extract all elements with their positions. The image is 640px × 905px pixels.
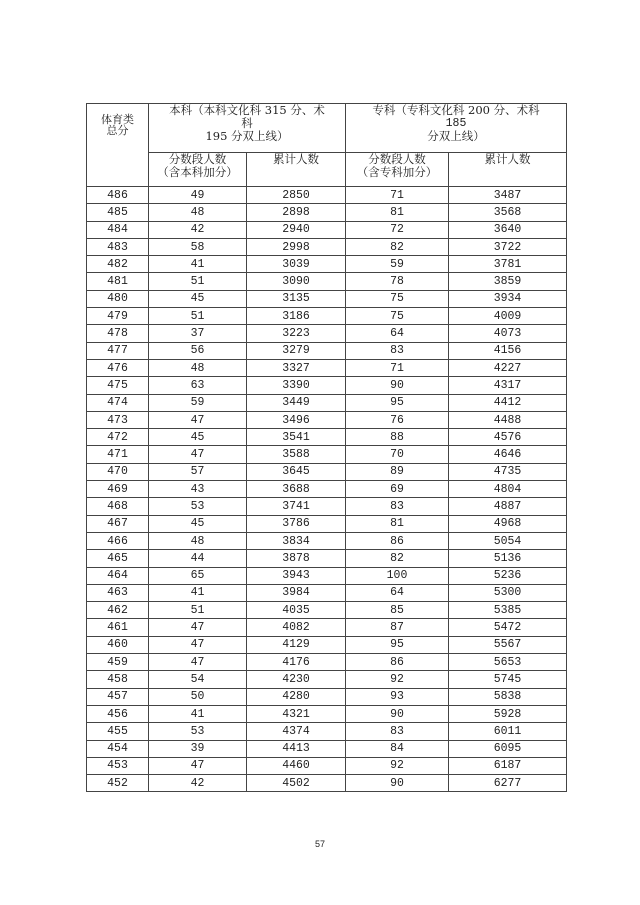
table-row bbox=[87, 515, 567, 532]
table-row bbox=[87, 187, 567, 204]
total-score-cell: 472 bbox=[87, 429, 149, 446]
zhuanke-cumulative-cell: 3568 bbox=[449, 204, 567, 221]
total-score-cell: 476 bbox=[87, 359, 149, 376]
total-score-cell: 454 bbox=[87, 740, 149, 757]
zhuanke-cumulative-cell: 5236 bbox=[449, 567, 567, 584]
zhuanke-segment-count-cell: 71 bbox=[346, 187, 449, 204]
zhuanke-segment-count-cell: 78 bbox=[346, 273, 449, 290]
zhuanke-cumulative-cell: 3722 bbox=[449, 238, 567, 255]
table-row bbox=[87, 204, 567, 221]
benke-segment-count-cell: 58 bbox=[149, 238, 247, 255]
zhuanke-cumulative-cell: 5054 bbox=[449, 532, 567, 549]
total-score-cell: 486 bbox=[87, 187, 149, 204]
zhuanke-segment-count-cell: 59 bbox=[346, 256, 449, 273]
zhuanke-cumulative-cell: 4968 bbox=[449, 515, 567, 532]
table-row bbox=[87, 705, 567, 722]
total-score-cell: 462 bbox=[87, 602, 149, 619]
total-score-cell: 468 bbox=[87, 498, 149, 515]
total-score-cell: 455 bbox=[87, 723, 149, 740]
benke-cumulative-cell: 2940 bbox=[247, 221, 346, 238]
zhuanke-segment-count-cell: 88 bbox=[346, 429, 449, 446]
benke-segment-count-cell: 54 bbox=[149, 671, 247, 688]
benke-cumulative-cell: 3390 bbox=[247, 377, 346, 394]
total-score-cell: 461 bbox=[87, 619, 149, 636]
benke-segment-count-cell: 42 bbox=[149, 775, 247, 792]
table-row bbox=[87, 429, 567, 446]
benke-segment-count-cell: 44 bbox=[149, 550, 247, 567]
zhuanke-segment-count-cell: 83 bbox=[346, 498, 449, 515]
benke-segment-count-cell: 45 bbox=[149, 429, 247, 446]
table-row bbox=[87, 567, 567, 584]
table-row bbox=[87, 757, 567, 774]
benke-segment-count-cell: 51 bbox=[149, 273, 247, 290]
benke-segment-header bbox=[149, 153, 247, 187]
benke-segment-count-cell: 48 bbox=[149, 359, 247, 376]
benke-segment-count-cell: 53 bbox=[149, 498, 247, 515]
zhuanke-segment-count-cell: 64 bbox=[346, 325, 449, 342]
zhuanke-segment-count-cell: 81 bbox=[346, 204, 449, 221]
total-score-cell: 479 bbox=[87, 308, 149, 325]
benke-cumulative-cell: 3741 bbox=[247, 498, 346, 515]
zhuanke-segment-count-cell: 72 bbox=[346, 221, 449, 238]
benke-cumulative-cell: 4460 bbox=[247, 757, 346, 774]
benke-cumulative-cell: 3786 bbox=[247, 515, 346, 532]
header-text: （含本科加分） bbox=[157, 165, 238, 179]
benke-segment-count-cell: 59 bbox=[149, 394, 247, 411]
zhuanke-segment-count-cell: 100 bbox=[346, 567, 449, 584]
zhuanke-segment-count-cell: 90 bbox=[346, 377, 449, 394]
zhuanke-segment-count-cell: 95 bbox=[346, 636, 449, 653]
total-score-cell: 474 bbox=[87, 394, 149, 411]
zhuanke-segment-count-cell: 70 bbox=[346, 446, 449, 463]
total-score-cell: 485 bbox=[87, 204, 149, 221]
zhuanke-cumulative-cell: 5385 bbox=[449, 602, 567, 619]
benke-cumulative-header: 累计人数 bbox=[247, 153, 346, 187]
zhuanke-segment-count-cell: 85 bbox=[346, 602, 449, 619]
total-score-cell: 483 bbox=[87, 238, 149, 255]
total-score-cell: 484 bbox=[87, 221, 149, 238]
benke-segment-count-cell: 45 bbox=[149, 515, 247, 532]
zhuanke-segment-count-cell: 64 bbox=[346, 584, 449, 601]
zhuanke-segment-count-cell: 82 bbox=[346, 238, 449, 255]
zhuanke-segment-count-cell: 71 bbox=[346, 359, 449, 376]
total-score-cell: 457 bbox=[87, 688, 149, 705]
header-text: 分双上线） bbox=[427, 129, 485, 143]
benke-segment-count-cell: 50 bbox=[149, 688, 247, 705]
zhuanke-cumulative-cell: 4488 bbox=[449, 411, 567, 428]
benke-cumulative-cell: 4129 bbox=[247, 636, 346, 653]
zhuanke-cumulative-cell: 6187 bbox=[449, 757, 567, 774]
total-score-cell: 466 bbox=[87, 532, 149, 549]
header-text: 分数段人数 bbox=[168, 152, 227, 166]
zhuanke-cumulative-cell: 5745 bbox=[449, 671, 567, 688]
header-text: 分数段人数 bbox=[368, 152, 426, 166]
zhuanke-segment-count-cell: 90 bbox=[346, 775, 449, 792]
total-score-cell: 470 bbox=[87, 463, 149, 480]
zhuanke-cumulative-cell: 4227 bbox=[449, 359, 567, 376]
benke-cumulative-cell: 4413 bbox=[247, 740, 346, 757]
benke-cumulative-cell: 3541 bbox=[247, 429, 346, 446]
benke-segment-count-cell: 63 bbox=[149, 377, 247, 394]
zhuanke-cumulative-cell: 4009 bbox=[449, 308, 567, 325]
zhuanke-cumulative-cell: 5928 bbox=[449, 705, 567, 722]
header-text: 专科（专科文化科 200 分、术科 bbox=[372, 103, 540, 117]
benke-segment-count-cell: 53 bbox=[149, 723, 247, 740]
benke-segment-count-cell: 57 bbox=[149, 463, 247, 480]
table-row bbox=[87, 342, 567, 359]
zhuanke-group-header bbox=[346, 104, 567, 153]
table-row bbox=[87, 308, 567, 325]
total-score-cell: 465 bbox=[87, 550, 149, 567]
benke-cumulative-cell: 3279 bbox=[247, 342, 346, 359]
zhuanke-cumulative-cell: 4735 bbox=[449, 463, 567, 480]
table-row bbox=[87, 325, 567, 342]
zhuanke-segment-count-cell: 86 bbox=[346, 532, 449, 549]
zhuanke-cumulative-cell: 6095 bbox=[449, 740, 567, 757]
table-row bbox=[87, 256, 567, 273]
zhuanke-segment-count-cell: 89 bbox=[346, 463, 449, 480]
zhuanke-segment-count-cell: 86 bbox=[346, 654, 449, 671]
table-row bbox=[87, 498, 567, 515]
total-score-cell: 460 bbox=[87, 636, 149, 653]
table-row bbox=[87, 273, 567, 290]
benke-cumulative-cell: 3645 bbox=[247, 463, 346, 480]
benke-segment-count-cell: 51 bbox=[149, 308, 247, 325]
total-score-cell: 456 bbox=[87, 705, 149, 722]
benke-segment-count-cell: 47 bbox=[149, 619, 247, 636]
table-row bbox=[87, 584, 567, 601]
table-row bbox=[87, 481, 567, 498]
zhuanke-cumulative-cell: 3640 bbox=[449, 221, 567, 238]
zhuanke-segment-count-cell: 87 bbox=[346, 619, 449, 636]
benke-cumulative-cell: 3449 bbox=[247, 394, 346, 411]
zhuanke-segment-count-cell: 75 bbox=[346, 290, 449, 307]
table-row bbox=[87, 446, 567, 463]
total-score-cell: 481 bbox=[87, 273, 149, 290]
benke-segment-count-cell: 56 bbox=[149, 342, 247, 359]
table-row bbox=[87, 463, 567, 480]
zhuanke-cumulative-cell: 4887 bbox=[449, 498, 567, 515]
benke-cumulative-cell: 3834 bbox=[247, 532, 346, 549]
header-row-2 bbox=[87, 153, 567, 187]
table-row bbox=[87, 740, 567, 757]
total-score-cell: 469 bbox=[87, 481, 149, 498]
table-row bbox=[87, 377, 567, 394]
zhuanke-segment-count-cell: 82 bbox=[346, 550, 449, 567]
zhuanke-cumulative-cell: 4576 bbox=[449, 429, 567, 446]
zhuanke-segment-count-cell: 92 bbox=[346, 757, 449, 774]
total-score-cell: 452 bbox=[87, 775, 149, 792]
benke-cumulative-cell: 2998 bbox=[247, 238, 346, 255]
benke-segment-count-cell: 47 bbox=[149, 411, 247, 428]
header-text: 体育类 bbox=[101, 113, 134, 126]
zhuanke-cumulative-cell: 3859 bbox=[449, 273, 567, 290]
zhuanke-cumulative-header: 累计人数 bbox=[449, 153, 567, 187]
zhuanke-segment-count-cell: 76 bbox=[346, 411, 449, 428]
total-score-cell: 467 bbox=[87, 515, 149, 532]
benke-cumulative-cell: 3327 bbox=[247, 359, 346, 376]
benke-cumulative-cell: 3090 bbox=[247, 273, 346, 290]
total-score-cell: 480 bbox=[87, 290, 149, 307]
zhuanke-cumulative-cell: 4317 bbox=[449, 377, 567, 394]
zhuanke-cumulative-cell: 5300 bbox=[449, 584, 567, 601]
header-row-1 bbox=[87, 104, 567, 153]
benke-cumulative-cell: 4502 bbox=[247, 775, 346, 792]
benke-cumulative-cell: 3135 bbox=[247, 290, 346, 307]
zhuanke-cumulative-cell: 5653 bbox=[449, 654, 567, 671]
benke-segment-count-cell: 45 bbox=[149, 290, 247, 307]
table-row bbox=[87, 636, 567, 653]
benke-segment-count-cell: 49 bbox=[149, 187, 247, 204]
header-text: 185 bbox=[445, 117, 467, 130]
table-row bbox=[87, 602, 567, 619]
header-text: 总分 bbox=[106, 124, 129, 137]
total-score-cell: 459 bbox=[87, 654, 149, 671]
benke-cumulative-cell: 4280 bbox=[247, 688, 346, 705]
total-score-cell: 482 bbox=[87, 256, 149, 273]
header-text: 本科（本科文化科 315 分、术 bbox=[169, 103, 325, 117]
table-row bbox=[87, 723, 567, 740]
benke-cumulative-cell: 3186 bbox=[247, 308, 346, 325]
zhuanke-cumulative-cell: 4804 bbox=[449, 481, 567, 498]
benke-cumulative-cell: 3878 bbox=[247, 550, 346, 567]
zhuanke-segment-header bbox=[346, 153, 449, 187]
benke-cumulative-cell: 4321 bbox=[247, 705, 346, 722]
zhuanke-cumulative-cell: 4646 bbox=[449, 446, 567, 463]
zhuanke-cumulative-cell: 3934 bbox=[449, 290, 567, 307]
zhuanke-cumulative-cell: 5838 bbox=[449, 688, 567, 705]
benke-segment-count-cell: 47 bbox=[149, 636, 247, 653]
zhuanke-segment-count-cell: 95 bbox=[346, 394, 449, 411]
zhuanke-segment-count-cell: 83 bbox=[346, 342, 449, 359]
zhuanke-segment-count-cell: 81 bbox=[346, 515, 449, 532]
benke-cumulative-cell: 3223 bbox=[247, 325, 346, 342]
benke-cumulative-cell: 4176 bbox=[247, 654, 346, 671]
total-score-cell: 478 bbox=[87, 325, 149, 342]
page-number: 57 bbox=[314, 839, 325, 849]
zhuanke-cumulative-cell: 5136 bbox=[449, 550, 567, 567]
benke-cumulative-cell: 3943 bbox=[247, 567, 346, 584]
benke-segment-count-cell: 47 bbox=[149, 446, 247, 463]
total-score-cell: 453 bbox=[87, 757, 149, 774]
table-row bbox=[87, 654, 567, 671]
benke-cumulative-cell: 4082 bbox=[247, 619, 346, 636]
zhuanke-cumulative-cell: 6011 bbox=[449, 723, 567, 740]
zhuanke-segment-count-cell: 75 bbox=[346, 308, 449, 325]
table-row bbox=[87, 775, 567, 792]
benke-segment-count-cell: 43 bbox=[149, 481, 247, 498]
benke-segment-count-cell: 42 bbox=[149, 221, 247, 238]
zhuanke-segment-count-cell: 92 bbox=[346, 671, 449, 688]
table-row bbox=[87, 394, 567, 411]
zhuanke-cumulative-cell: 6277 bbox=[449, 775, 567, 792]
total-score-cell: 458 bbox=[87, 671, 149, 688]
header-text: 科 bbox=[241, 116, 253, 130]
zhuanke-segment-count-cell: 90 bbox=[346, 705, 449, 722]
table-row bbox=[87, 619, 567, 636]
table-row bbox=[87, 550, 567, 567]
zhuanke-segment-count-cell: 83 bbox=[346, 723, 449, 740]
total-score-cell: 464 bbox=[87, 567, 149, 584]
score-distribution-table bbox=[86, 103, 567, 792]
benke-cumulative-cell: 4374 bbox=[247, 723, 346, 740]
benke-segment-count-cell: 65 bbox=[149, 567, 247, 584]
total-score-cell: 473 bbox=[87, 411, 149, 428]
benke-cumulative-cell: 3588 bbox=[247, 446, 346, 463]
table-row bbox=[87, 221, 567, 238]
table-row bbox=[87, 411, 567, 428]
benke-segment-count-cell: 41 bbox=[149, 256, 247, 273]
table-row bbox=[87, 238, 567, 255]
table-row bbox=[87, 359, 567, 376]
zhuanke-cumulative-cell: 3781 bbox=[449, 256, 567, 273]
total-score-cell: 477 bbox=[87, 342, 149, 359]
zhuanke-cumulative-cell: 4412 bbox=[449, 394, 567, 411]
benke-cumulative-cell: 3984 bbox=[247, 584, 346, 601]
benke-cumulative-cell: 3688 bbox=[247, 481, 346, 498]
benke-segment-count-cell: 47 bbox=[149, 654, 247, 671]
zhuanke-cumulative-cell: 5567 bbox=[449, 636, 567, 653]
zhuanke-segment-count-cell: 84 bbox=[346, 740, 449, 757]
benke-cumulative-cell: 2898 bbox=[247, 204, 346, 221]
zhuanke-segment-count-cell: 69 bbox=[346, 481, 449, 498]
zhuanke-cumulative-cell: 3487 bbox=[449, 187, 567, 204]
benke-segment-count-cell: 39 bbox=[149, 740, 247, 757]
zhuanke-segment-count-cell: 93 bbox=[346, 688, 449, 705]
benke-segment-count-cell: 41 bbox=[149, 705, 247, 722]
benke-cumulative-cell: 4230 bbox=[247, 671, 346, 688]
total-score-header bbox=[87, 104, 149, 187]
total-score-cell: 475 bbox=[87, 377, 149, 394]
zhuanke-cumulative-cell: 5472 bbox=[449, 619, 567, 636]
table-row bbox=[87, 532, 567, 549]
table-row bbox=[87, 671, 567, 688]
table-row bbox=[87, 290, 567, 307]
zhuanke-cumulative-cell: 4156 bbox=[449, 342, 567, 359]
benke-cumulative-cell: 3496 bbox=[247, 411, 346, 428]
benke-segment-count-cell: 41 bbox=[149, 584, 247, 601]
total-score-cell: 471 bbox=[87, 446, 149, 463]
header-text: （含专科加分） bbox=[356, 165, 438, 179]
benke-cumulative-cell: 4035 bbox=[247, 602, 346, 619]
benke-cumulative-cell: 3039 bbox=[247, 256, 346, 273]
benke-segment-count-cell: 48 bbox=[149, 532, 247, 549]
zhuanke-cumulative-cell: 4073 bbox=[449, 325, 567, 342]
benke-cumulative-cell: 2850 bbox=[247, 187, 346, 204]
benke-segment-count-cell: 48 bbox=[149, 204, 247, 221]
benke-segment-count-cell: 47 bbox=[149, 757, 247, 774]
header-text: 195 分双上线） bbox=[205, 129, 289, 143]
benke-group-header bbox=[149, 104, 346, 153]
benke-segment-count-cell: 37 bbox=[149, 325, 247, 342]
benke-segment-count-cell: 51 bbox=[149, 602, 247, 619]
table-row bbox=[87, 688, 567, 705]
total-score-cell: 463 bbox=[87, 584, 149, 601]
